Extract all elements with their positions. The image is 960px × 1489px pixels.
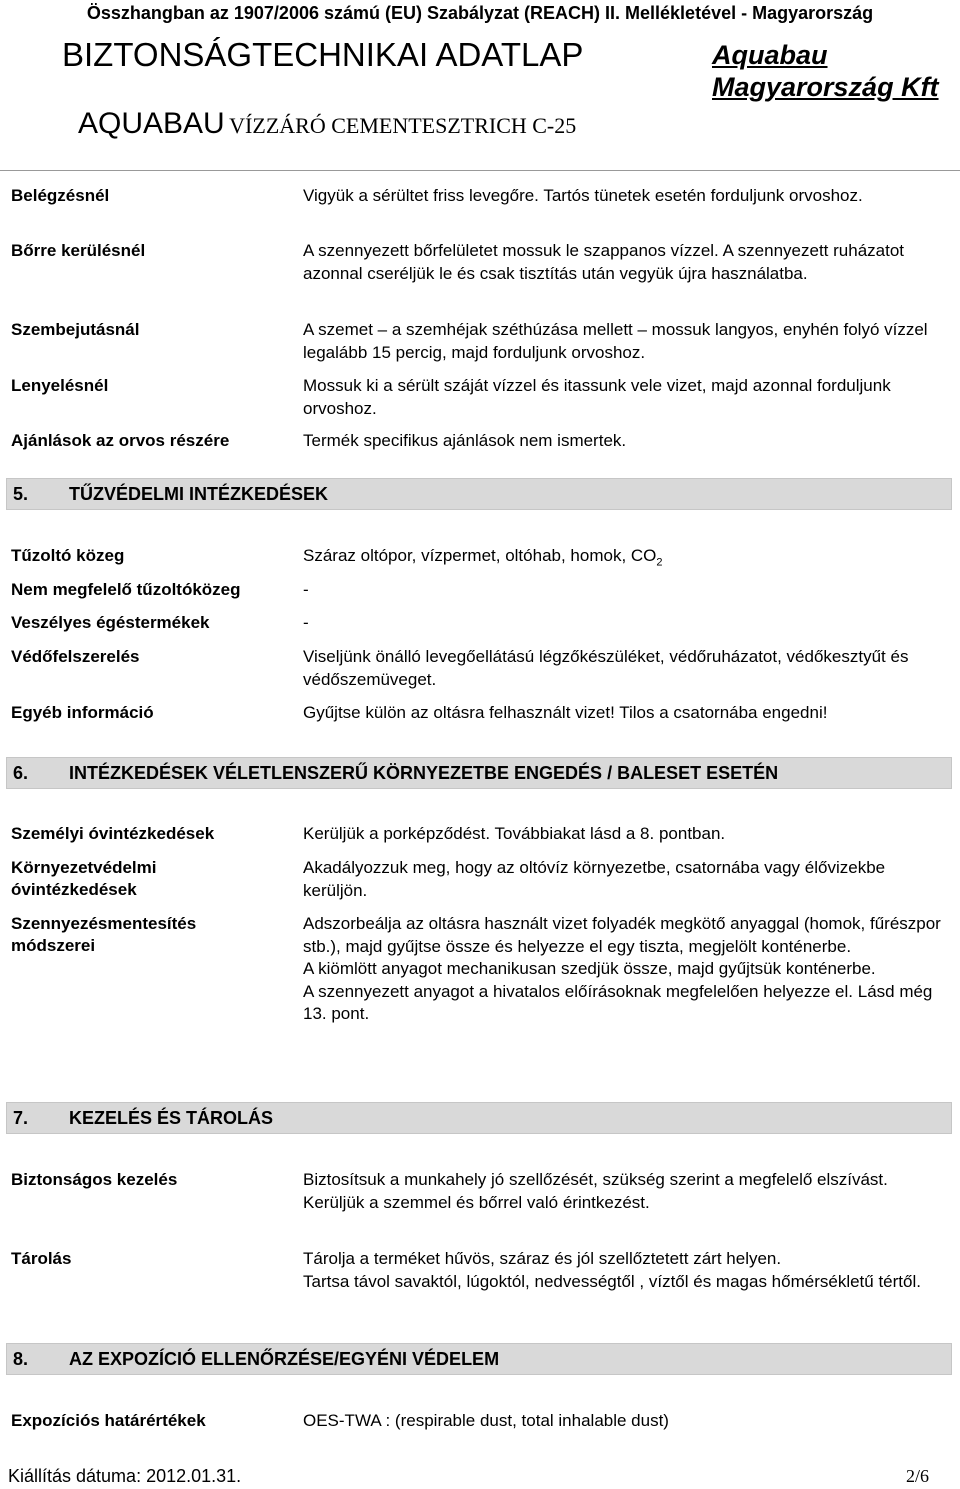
storage-value: Tárolja a terméket hűvös, száraz és jól szellőztetett zárt helyen. Tartsa távol savaktól, lúgoktól, nedvességtől , víztől és magas hőmérsékletű tértől. xyxy=(303,1249,921,1291)
fire-value xyxy=(303,545,943,574)
first-aid-value: A szemet – a szemhéjak széthúzása mellett – mossuk langyos, enyhén folyó vízzel legalább 15 percig, majd forduljunk orvoshoz. xyxy=(303,320,928,362)
section-6-header xyxy=(6,757,952,789)
company-name-line2: Magyarország Kft xyxy=(712,72,939,102)
section-number: 7. xyxy=(13,1108,29,1128)
handling-value: Biztosítsuk a munkahely jó szellőzését, szükség szerint a megfelelő elszívást. Kerüljük a szemmel és bőrrel való érintkezést. xyxy=(303,1170,888,1212)
fire-value: - xyxy=(303,613,309,632)
first-aid-label: Szembejutásnál xyxy=(11,320,140,339)
fire-label: Tűzoltó közeg xyxy=(11,546,125,565)
section-number: 8. xyxy=(13,1349,29,1369)
section-5-header xyxy=(6,478,952,510)
co2-subscript: 2 xyxy=(656,556,663,569)
section-title: AZ EXPOZÍCIÓ ELLENŐRZÉSE/EGYÉNI VÉDELEM xyxy=(69,1349,500,1369)
first-aid-value: Vigyük a sérültet friss levegőre. Tartós tünetek esetén forduljunk orvoshoz. xyxy=(303,186,863,205)
section-title: INTÉZKEDÉSEK VÉLETLENSZERŰ KÖRNYEZETBE ENGEDÉS / BALESET ESETÉN xyxy=(69,763,779,783)
first-aid-label: Ajánlások az orvos részére xyxy=(11,431,230,450)
handling-label: Biztonságos kezelés xyxy=(11,1170,178,1189)
product-brand: AQUABAU xyxy=(78,107,225,140)
storage-label: Tárolás xyxy=(11,1249,72,1268)
first-aid-value: Termék specifikus ajánlások nem ismertek. xyxy=(303,431,627,450)
first-aid-label: Lenyelésnél xyxy=(11,376,109,395)
release-value: Akadályozzuk meg, hogy az oltóvíz környezetbe, csatornába vagy élővizekbe kerüljön. xyxy=(303,858,886,900)
release-value: Kerüljük a porképződést. Továbbiakat lásd a 8. pontban. xyxy=(303,824,726,843)
section-title: TŰZVÉDELMI INTÉZKEDÉSEK xyxy=(69,484,329,504)
first-aid-value: A szennyezett bőrfelületet mossuk le szappanos vízzel. A szennyezett ruházatot azonnal cseréljük le és csak tisztítás után vegyük újra használatba. xyxy=(303,241,905,283)
section-8-header xyxy=(6,1343,952,1375)
release-label: Személyi óvintézkedések xyxy=(11,824,215,843)
header-divider xyxy=(0,170,960,171)
fire-value: Viseljünk önálló levegőellátású légzőkészüléket, védőruházatot, védőkesztyűt és védőszemüveget. xyxy=(303,647,909,689)
exposure-value: OES-TWA : (respirable dust, total inhalable dust) xyxy=(303,1411,669,1430)
release-label: Környezetvédelmi óvintézkedések xyxy=(11,858,157,899)
section-7-header xyxy=(6,1102,952,1134)
issue-date: Kiállítás dátuma: 2012.01.31. xyxy=(8,1466,242,1486)
section-number: 6. xyxy=(13,763,29,783)
fire-media-text: Száraz oltópor, vízpermet, oltóhab, homok, CO xyxy=(303,546,657,565)
regulation-line: Összhangban az 1907/2006 számú (EU) Szabályzat (REACH) II. Mellékletével - Magyarország xyxy=(86,3,874,23)
product-name: VÍZZÁRÓ CEMENTESZTRICH C-25 xyxy=(229,113,577,138)
fire-value: - xyxy=(303,580,309,599)
fire-label: Védőfelszerelés xyxy=(11,647,140,666)
section-number: 5. xyxy=(13,484,29,504)
exposure-label: Expozíciós határértékek xyxy=(11,1411,206,1430)
company-name-line1: Aquabau xyxy=(712,40,828,70)
release-value: Adszorbeálja az oltásra használt vizet folyadék megkötő anyaggal (homok, fűrészpor stb.), majd gyűjtse össze és helyezze el egy tiszta, megjelölt konténerbe. A kiömlött anyagot mechanikusan szedjük össze, majd gyűjtsük konténerbe. A szennyezett anyagot a hivatalos előírásoknak megfelelően helyezze el. Lásd még 13. pont. xyxy=(303,914,941,1024)
first-aid-value: Mossuk ki a sérült száját vízzel és itassunk vele vizet, majd azonnal forduljunk orvoshoz. xyxy=(303,376,891,418)
fire-label: Veszélyes égéstermékek xyxy=(11,613,210,632)
section-title: KEZELÉS ÉS TÁROLÁS xyxy=(69,1108,274,1128)
release-label: Szennyezésmentesítés módszerei xyxy=(11,914,197,955)
fire-label: Egyéb információ xyxy=(11,703,154,722)
first-aid-label: Belégzésnél xyxy=(11,186,110,205)
product-title xyxy=(78,107,576,141)
document-title: BIZTONSÁGTECHNIKAI ADATLAP xyxy=(62,36,584,73)
first-aid-label: Bőrre kerülésnél xyxy=(11,241,146,260)
fire-label: Nem megfelelő tűzoltóközeg xyxy=(11,580,241,599)
fire-value: Gyűjtse külön az oltásra felhasznált vizet! Tilos a csatornába engedni! xyxy=(303,703,828,722)
page-number: 2/6 xyxy=(906,1466,930,1486)
